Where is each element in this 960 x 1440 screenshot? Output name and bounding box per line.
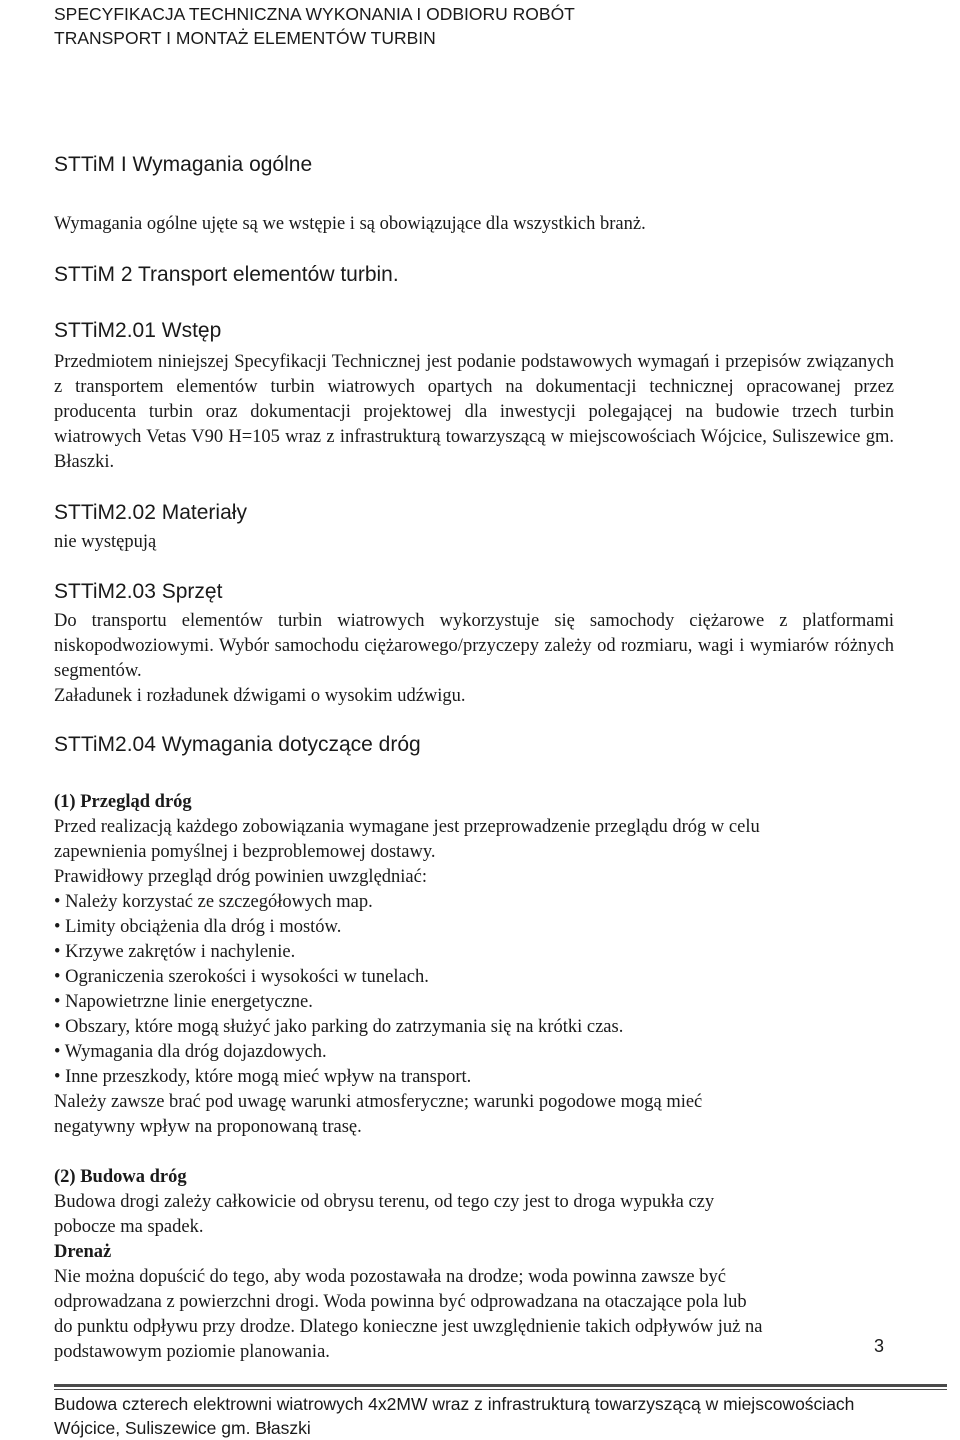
subsection-2-03-text: Do transportu elementów turbin wiatrowych wykorzystuje się samochody ciężarowe z platformami niskopodwoziowymi. Wybór samochodu ciężarowego/przyczepy zależy od rozmiaru, wagi i wymiarów różnych segmentów. xyxy=(54,611,894,681)
subsection-2-03-text-2: Załadunek i rozładunek dźwigami o wysokim udźwigu. xyxy=(54,686,466,706)
bullet-item: • Obszary, które mogą służyć jako parking do zatrzymania się na krótki czas. xyxy=(54,1017,624,1037)
header-title: SPECYFIKACJA TECHNICZNA WYKONANIA I ODBIORU ROBÓT xyxy=(54,4,575,24)
footer-rule-thin xyxy=(54,1389,947,1390)
point-1-heading: (1) Przegląd dróg xyxy=(54,792,192,812)
section-heading-1: STTiM I Wymagania ogólne xyxy=(54,153,313,176)
bullet-item: • Inne przeszkody, które mogą mieć wpływ na transport. xyxy=(54,1067,472,1087)
section-1-text: Wymagania ogólne ujęte są we wstępie i są obowiązujące dla wszystkich branż. xyxy=(54,214,646,234)
text-line: Należy zawsze brać pod uwagę warunki atmosferyczne; warunki pogodowe mogą mieć xyxy=(54,1092,703,1112)
subsection-2-01-text: Przedmiotem niniejszej Specyfikacji Technicznej jest podanie podstawowych wymagań i przepisów związanych z transportem elementów turbin wiatrowych opartych na dokumentacji technicznej opracowanej przez producenta turbin oraz dokumentacji projektowej dla inwestycji polegającej na budowie trzech turbin wiatrowych Vetas V90 H=105 wraz z infrastrukturą towarzyszącą w miejscowościach Wójcice, Suliszewice gm. Błaszki. xyxy=(54,352,894,472)
bullet-item: • Napowietrzne linie energetyczne. xyxy=(54,992,313,1012)
footer-line-1: Budowa czterech elektrowni wiatrowych 4x2MW wraz z infrastrukturą towarzyszącą w miejscowościach xyxy=(54,1394,855,1414)
section-heading-2: STTiM 2 Transport elementów turbin. xyxy=(54,263,399,286)
text-line: podstawowym poziomie planowania. xyxy=(54,1342,330,1362)
footer-line-2: Wójcice, Suliszewice gm. Błaszki xyxy=(54,1418,311,1438)
bullet-item: • Należy korzystać ze szczegółowych map. xyxy=(54,892,373,912)
footer-rule xyxy=(54,1384,947,1387)
text-line: pobocze ma spadek. xyxy=(54,1217,204,1237)
text-line: zapewnienia pomyślnej i bezproblemowej dostawy. xyxy=(54,842,436,862)
point-1-text xyxy=(54,815,894,1140)
text-line: negatywny wpływ na proponowaną trasę. xyxy=(54,1117,362,1137)
subsection-heading-2-04: STTiM2.04 Wymagania dotyczące dróg xyxy=(54,733,421,756)
text-line: Prawidłowy przegląd dróg powinien uwzględniać: xyxy=(54,867,427,887)
text-line: Budowa drogi zależy całkowicie od obrysu terenu, od tego czy jest to droga wypukła czy xyxy=(54,1192,715,1212)
drainage-text xyxy=(54,1265,894,1365)
bullet-item: • Limity obciążenia dla dróg i mostów. xyxy=(54,917,342,937)
drainage-heading: Drenaż xyxy=(54,1242,112,1262)
text-line: odprowadzana z powierzchni drogi. Woda powinna być odprowadzana na otaczające pola lub xyxy=(54,1292,747,1312)
point-2-text xyxy=(54,1190,894,1240)
text-line: Przed realizacją każdego zobowiązania wymagane jest przeprowadzenie przeglądu dróg w celu xyxy=(54,817,760,837)
subsection-heading-2-02: STTiM2.02 Materiały xyxy=(54,501,247,524)
page-footer xyxy=(54,1392,954,1440)
point-2-heading: (2) Budowa dróg xyxy=(54,1167,187,1187)
text-line: Nie można dopuścić do tego, aby woda pozostawała na drodze; woda powinna zawsze być xyxy=(54,1267,726,1287)
bullet-item: • Krzywe zakrętów i nachylenie. xyxy=(54,942,296,962)
bullet-item: • Ograniczenia szerokości i wysokości w tunelach. xyxy=(54,967,429,987)
subsection-heading-2-01: STTiM2.01 Wstęp xyxy=(54,319,222,342)
page-number: 3 xyxy=(874,1336,885,1356)
text-line: do punktu odpływu przy drodze. Dlatego konieczne jest uwzględnienie takich odpływów już na xyxy=(54,1317,763,1337)
header-subtitle: TRANSPORT I MONTAŻ ELEMENTÓW TURBIN xyxy=(54,28,436,48)
bullet-item: • Wymagania dla dróg dojazdowych. xyxy=(54,1042,327,1062)
page-header xyxy=(54,2,934,50)
subsection-2-02-text: nie występują xyxy=(54,532,157,552)
subsection-heading-2-03: STTiM2.03 Sprzęt xyxy=(54,580,223,603)
